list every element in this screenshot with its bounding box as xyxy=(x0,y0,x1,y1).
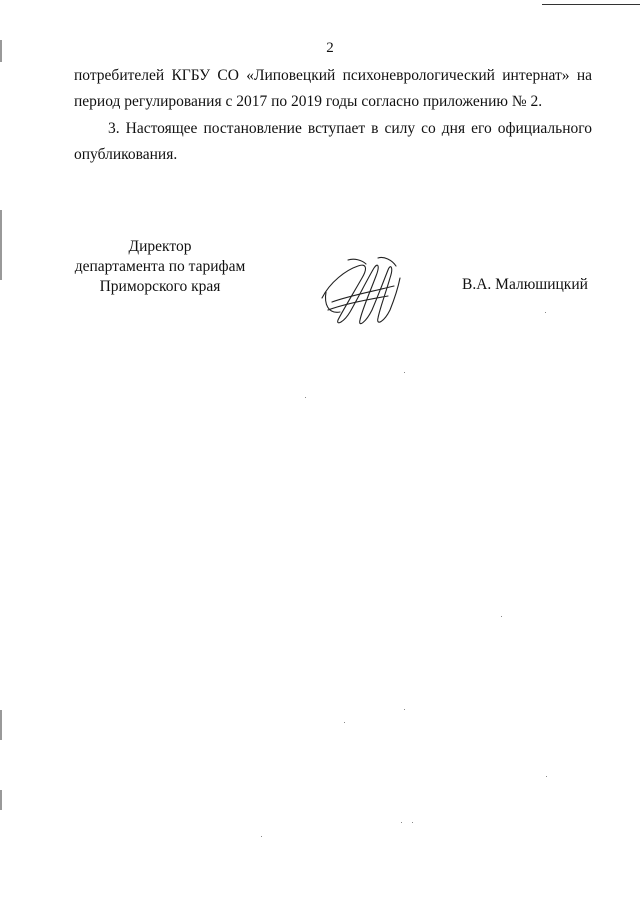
scan-speck xyxy=(404,709,405,710)
paragraph-tariff-period xyxy=(74,63,592,115)
corner-rule xyxy=(542,4,640,5)
scan-speck xyxy=(404,372,405,373)
scan-speck xyxy=(261,836,262,837)
scan-edge-mark xyxy=(0,40,2,62)
scan-edge-mark xyxy=(0,710,2,740)
page-number: 2 xyxy=(326,40,334,56)
scan-speck xyxy=(501,616,502,617)
signatory-title-line: Директор xyxy=(128,238,192,255)
scan-speck xyxy=(546,776,547,777)
signatory-title-line: Приморского края xyxy=(99,278,221,295)
signatory-name: В.А. Малюшицкий xyxy=(462,276,588,293)
scan-speck xyxy=(412,822,413,823)
scan-edge-mark xyxy=(0,790,2,810)
handwritten-signature xyxy=(318,252,408,330)
scan-speck xyxy=(305,397,306,398)
scan-speck xyxy=(545,312,546,313)
scan-edge-mark xyxy=(0,210,2,280)
paragraph-effective-date: 3. Настоящее постановление вступает в силу со дня его официального опубликования. xyxy=(74,120,592,163)
paragraph-line: потребителей КГБУ СО «Липовецкий психоневрологический интернат» на xyxy=(74,67,592,84)
scan-speck xyxy=(401,822,402,823)
paragraph-line: период регулирования с 2017 по 2019 годы согласно приложению № 2. xyxy=(74,93,543,110)
signatory-title-line: департамента по тарифам xyxy=(74,258,246,275)
signatory-title xyxy=(70,237,250,297)
scan-speck xyxy=(344,722,345,723)
